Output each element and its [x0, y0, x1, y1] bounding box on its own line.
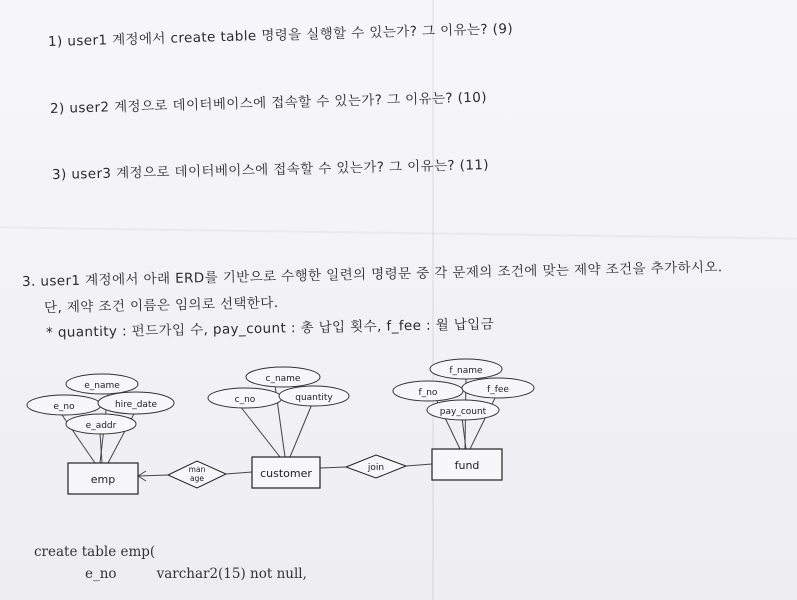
- svg-text:e_name: e_name: [84, 381, 120, 391]
- relationship-manage: [168, 461, 226, 488]
- question-1: 1) user1 계정에서 create table 명령을 실행할 수 있는가? 그 이유는? (9): [47, 21, 514, 50]
- svg-text:e_no: e_no: [53, 402, 75, 412]
- svg-text:hire_date: hire_date: [114, 400, 158, 410]
- svg-text:fund: fund: [454, 459, 480, 472]
- sql-column-type: varchar2(15) not null,: [156, 566, 307, 582]
- attr-e-no: [27, 395, 101, 415]
- problem-3-note: 단, 제약 조건 이름은 임의로 선택한다.: [43, 295, 279, 316]
- svg-text:man: man: [188, 465, 206, 474]
- entity-customer: [252, 457, 320, 488]
- attr-e-addr: [66, 414, 136, 434]
- sql-create-table: create table emp(: [34, 544, 156, 560]
- svg-text:f_fee: f_fee: [487, 385, 509, 395]
- attr-f-no: [393, 381, 463, 401]
- sql-column-name: e_no: [85, 566, 117, 582]
- question-3: 3) user3 계정으로 데이터베이스에 접속할 수 있는가? 그 이유는? (11): [51, 157, 490, 183]
- question-2: 2) user2 계정으로 데이터베이스에 접속할 수 있는가? 그 이유는? (10): [49, 89, 488, 117]
- entity-fund: [432, 449, 502, 480]
- attr-c-no: [208, 388, 282, 408]
- problem-3-title: 3. user1 계정에서 아래 ERD를 기반으로 수행한 일련의 명령문 중 각 문제의 조건에 맞는 제약 조건을 추가하시오.: [21, 259, 723, 290]
- entity-emp: [68, 463, 138, 494]
- svg-text:customer: customer: [260, 467, 312, 480]
- svg-text:age: age: [190, 474, 204, 483]
- attr-c-name: [246, 367, 320, 387]
- svg-text:f_no: f_no: [418, 388, 438, 398]
- sql-column-def: [85, 566, 307, 582]
- attr-f-fee: [462, 378, 534, 398]
- attr-quantity: [279, 386, 349, 406]
- svg-text:c_name: c_name: [265, 374, 301, 384]
- attr-e-name: [66, 374, 138, 394]
- svg-text:pay_count: pay_count: [439, 407, 487, 417]
- svg-text:join: join: [367, 463, 385, 473]
- relationship-join: [346, 455, 406, 478]
- svg-text:e_addr: e_addr: [85, 421, 117, 431]
- svg-text:emp: emp: [90, 473, 116, 486]
- svg-text:quantity: quantity: [295, 393, 333, 403]
- svg-text:c_no: c_no: [234, 395, 256, 405]
- attr-f-name: [430, 359, 502, 379]
- problem-3-legend: * quantity : 펀드가입 수, pay_count : 총 납입 횟수, f_fee : 월 납입금: [45, 316, 495, 341]
- svg-text:f_name: f_name: [449, 366, 483, 376]
- attr-hire-date: [98, 392, 174, 414]
- attr-pay-count: [427, 400, 499, 420]
